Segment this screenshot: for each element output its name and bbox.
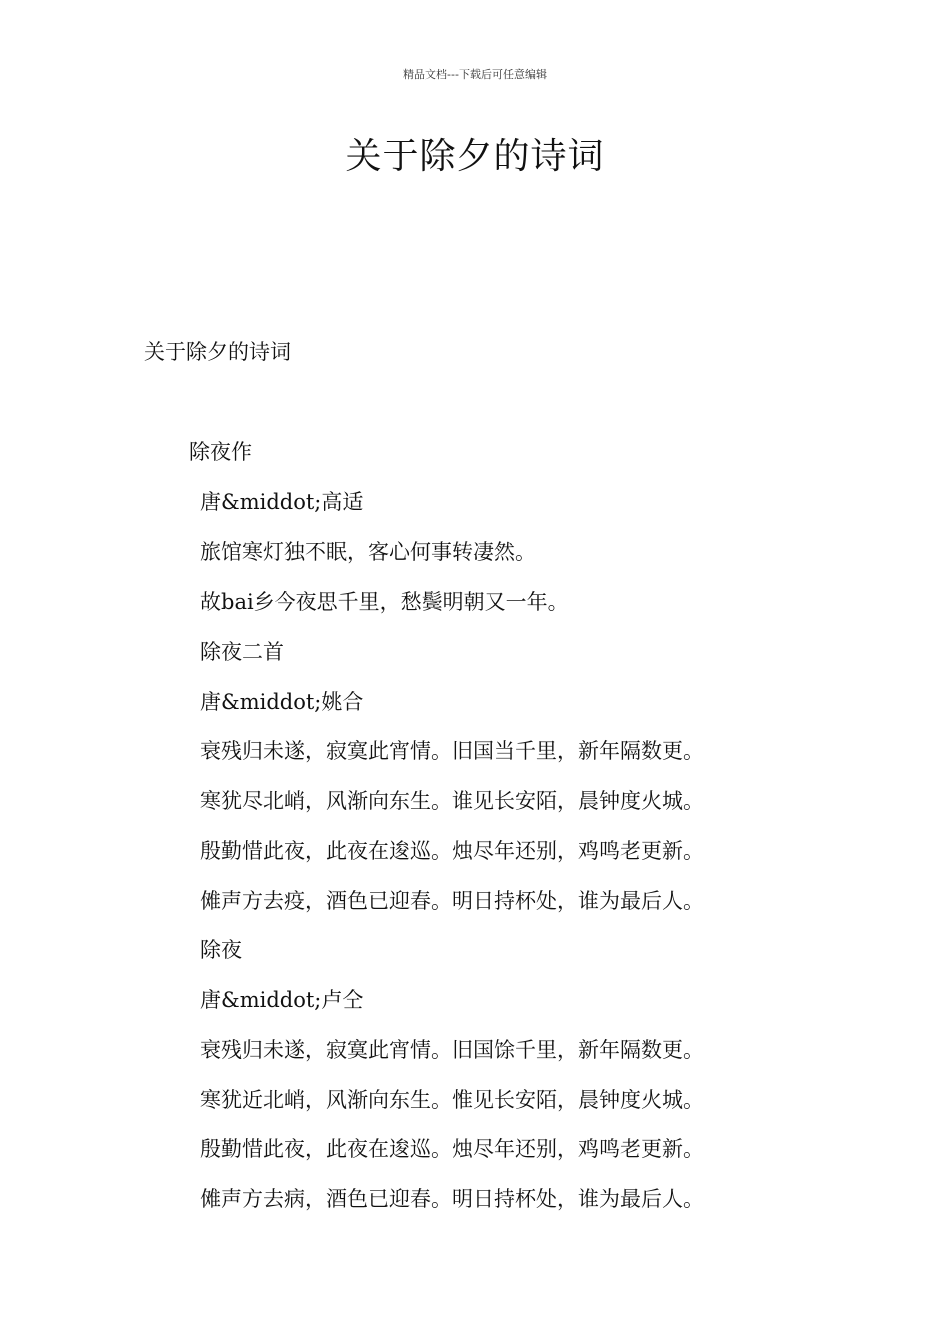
poem-line: 殷勤惜此夜，此夜在逡巡。烛尽年还别，鸡鸣老更新。	[200, 839, 704, 863]
poem-line: 衰残归未遂，寂寞此宵情。旧国当千里，新年隔数更。	[200, 739, 704, 763]
poem-title-chuyeershou: 除夜二首	[200, 640, 284, 664]
poem-line: 寒犹尽北峭，风渐向东生。谁见长安陌，晨钟度火城。	[200, 789, 704, 813]
poem-line: 寒犹近北峭，风渐向东生。惟见长安陌，晨钟度火城。	[200, 1088, 704, 1112]
page-header: 精品文档---下载后可任意编辑	[403, 68, 547, 81]
poem-author-line: 唐&middot;卢仝	[200, 988, 364, 1012]
poem-title-chuye: 除夜	[200, 938, 242, 962]
poem-author-line: 唐&middot;高适	[200, 490, 364, 514]
poem-line: 傩声方去病，酒色已迎春。明日持杯处，谁为最后人。	[200, 1187, 704, 1211]
poem-line: 衰残归未遂，寂寞此宵情。旧国馀千里，新年隔数更。	[200, 1038, 704, 1062]
poem-line: 殷勤惜此夜，此夜在逡巡。烛尽年还别，鸡鸣老更新。	[200, 1137, 704, 1161]
poem-title-chuyezuo: 除夜作	[189, 440, 252, 464]
poem-line: 故bai乡今夜思千里，愁鬓明朝又一年。	[200, 590, 569, 614]
poem-author-line: 唐&middot;姚合	[200, 690, 364, 714]
poem-line: 旅馆寒灯独不眠，客心何事转凄然。	[200, 540, 536, 564]
document-title: 关于除夕的诗词	[345, 136, 605, 177]
poem-line: 傩声方去疫，酒色已迎春。明日持杯处，谁为最后人。	[200, 889, 704, 913]
document-subtitle: 关于除夕的诗词	[144, 340, 291, 364]
